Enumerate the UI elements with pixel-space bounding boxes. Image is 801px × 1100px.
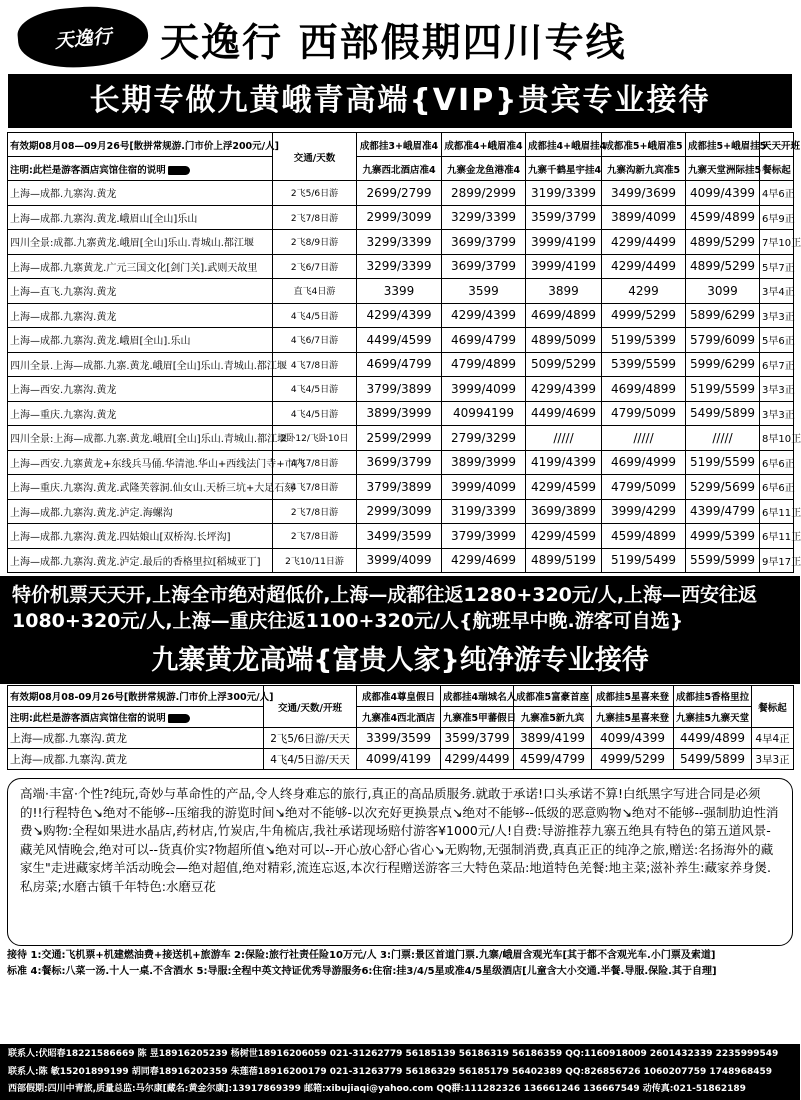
brand-logo: 天逸行	[16, 1, 151, 72]
price-cell: 4599/4899	[686, 205, 760, 230]
route-cell: 上海—成都.九寨沟.黄龙.峨眉山[全山]乐山	[8, 205, 273, 230]
table-row	[8, 548, 794, 573]
price-cell: 4099/4199	[357, 749, 441, 770]
price-cell: 4299/4699	[442, 548, 526, 573]
departure-header: 天天开班	[760, 133, 794, 157]
departure-cell: 3早3正	[752, 749, 794, 770]
hotel-note	[8, 157, 273, 181]
price-cell: 3999/4099	[442, 377, 526, 402]
hotel-header: 九寨千鹤星宇挂4	[526, 157, 602, 181]
price-cell: 4899/5299	[686, 254, 760, 279]
duration-cell: 4飞7/8日游	[273, 450, 357, 475]
departure-cell: 5早7正	[760, 254, 794, 279]
price-cell: 5199/5499	[602, 548, 686, 573]
price-cell: 4699/4799	[357, 352, 442, 377]
table-row	[8, 279, 794, 304]
price-cell: /////	[526, 426, 602, 451]
page-title: 天逸行 西部假期四川专线	[160, 21, 627, 66]
pointing-hand-icon	[168, 714, 190, 723]
vip-banner: 长期专做九黄峨青高端{VIP}贵宾专业接待	[8, 74, 792, 128]
departure-cell: 3早3正	[760, 303, 794, 328]
price-cell: 3199/3399	[526, 181, 602, 206]
price-cell: 2999/3099	[357, 499, 442, 524]
hotel-header: 九寨金龙鱼港准4	[442, 157, 526, 181]
price-cell: 3899/3999	[442, 450, 526, 475]
validity-note: 有效期08月08—09月26号[散拼常规游.门市价上浮200元/人]	[8, 133, 273, 157]
price-cell: 3999/4199	[526, 254, 602, 279]
table-row	[8, 377, 794, 402]
price-cell: 3199/3399	[442, 499, 526, 524]
departure-cell: 3早4正	[760, 279, 794, 304]
table-row	[8, 205, 794, 230]
price-cell: 5999/6299	[686, 352, 760, 377]
departure-cell: 4早6正	[760, 181, 794, 206]
route-cell: 上海—成都.九寨沟.黄龙	[8, 303, 273, 328]
price-cell: 3899/4199	[514, 728, 592, 749]
table-row	[8, 328, 794, 353]
price-table-premium	[7, 685, 794, 770]
hotel-note-text: 注明:此栏是游客酒店宾馆住宿的说明	[10, 713, 166, 724]
table-row	[8, 475, 794, 500]
price-cell: 3499/3699	[602, 181, 686, 206]
price-cell: 3899	[526, 279, 602, 304]
hotel-header: 成都准4+峨眉准4	[442, 133, 526, 157]
price-cell: 4299/4399	[357, 303, 442, 328]
departure-cell: 7早10正	[760, 230, 794, 255]
table-row	[8, 728, 794, 749]
price-cell: 3799/3899	[357, 475, 442, 500]
price-cell: 5499/5899	[686, 401, 760, 426]
price-cell: 3699/3799	[442, 230, 526, 255]
price-cell: 4699/4799	[442, 328, 526, 353]
price-cell: 4999/5299	[592, 749, 674, 770]
price-cell: 5199/5599	[686, 377, 760, 402]
price-cell: 5199/5599	[686, 450, 760, 475]
route-cell: 四川全景:上海—成都.九寨.黄龙.峨眉[全山]乐山.青城山.都江堰	[8, 426, 273, 451]
price-cell: 4199/4399	[526, 450, 602, 475]
hotel-header: 成都准5富豪首座	[514, 686, 592, 707]
contact-line: 西部假期:四川中青旅,质量总监:马尔康[藏名:黄金尔康]:13917869399 邮箱:xibujiaqi@yahoo.com QQ群:111282326 136661246 136667549 动传真:021-51862189	[8, 1084, 746, 1094]
price-cell: 3999/4099	[442, 475, 526, 500]
duration-cell: 2飞5/6日游/天天	[264, 728, 357, 749]
price-cell: 3599/3799	[526, 205, 602, 230]
price-cell: 4499/4699	[526, 401, 602, 426]
price-cell: 3799/3999	[442, 524, 526, 549]
departure-cell: 9早17正	[760, 548, 794, 573]
price-cell: 4299	[602, 279, 686, 304]
hotel-header: 成都挂4+峨眉挂4	[526, 133, 602, 157]
price-cell: 3699/3899	[526, 499, 602, 524]
departure-cell: 6早6正	[760, 450, 794, 475]
route-cell: 上海—西安.九寨沟.黄龙	[8, 377, 273, 402]
price-cell: 4399/4799	[686, 499, 760, 524]
price-cell: 4299/4399	[526, 377, 602, 402]
hotel-header: 成都挂5星喜来登	[592, 686, 674, 707]
route-cell: 上海—西安.九寨黄龙+东线兵马俑.华清池.华山+西线法门寺+市内	[8, 450, 273, 475]
pointing-hand-icon	[168, 166, 190, 175]
price-cell: 4299/4599	[526, 475, 602, 500]
route-cell: 四川全景.上海—成都.九寨.黄龙.峨眉[全山]乐山.青城山.都江堰	[8, 352, 273, 377]
price-cell: 4099/4399	[592, 728, 674, 749]
contact-line: 联系人:陈 敏15201899199 胡同春18916202359 朱莲蓓18916200179 021-31263779 56186329 56185179 56402389 QQ:826856726 1060207759 1748968459	[8, 1066, 773, 1077]
validity-note: 有效期08月08-09月26号[散拼常规游.门市价上浮300元/人]	[8, 686, 264, 707]
departure-cell: 3早3正	[760, 401, 794, 426]
price-cell: 4599/4799	[514, 749, 592, 770]
hotel-header: 九寨准5新九宾	[514, 707, 592, 728]
contact-line: 联系人:伏昭春18221586669 陈 昱18916205239 杨树世18916206059 021-31262779 56185139 56186319 56186359 QQ:1160918009 2601432339 2235999549	[8, 1049, 779, 1059]
price-cell: 4799/5099	[602, 401, 686, 426]
price-cell: 2599/2999	[357, 426, 442, 451]
duration-cell: 2飞6/7日游	[273, 254, 357, 279]
duration-cell: 4飞4/5日游	[273, 377, 357, 402]
price-cell: 3799/3899	[357, 377, 442, 402]
duration-cell: 4飞4/5日游/天天	[264, 749, 357, 770]
price-cell: 3599/3799	[441, 728, 514, 749]
service-line: 标准 4:餐标:八菜一汤.十人一桌.不含酒水 5:导服:全程中英文持证优秀导游服务6:住宿:挂3/4/5星或准4/5星级酒店[儿童含大小交通.半餐.导服.保险.其于自理]	[7, 966, 717, 977]
promo-text-box: 高端·丰富·个性?纯玩,奇妙与革命性的产品,令人终身难忘的旅行,真正的高品质服务.就敢于承诺!口头承诺不算!白纸黑字写进合同是必须的!!行程特色↘绝对不能够--压缩我的游览时间↘绝对不能够-以次充好更换景点↘绝对不能够--低级的恶意购物↘绝对不能够--强制肋迫性消费↘购物:全程如果进水晶店,药材店,竹炭店,牛角梳店,我社承诺现场赔付游客¥1000元/人!自费:导游推荐九寨五绝具有特色的第五道风景-藏羌风情晚会,绝对可以--货真价实?物超所值↘绝对可以--开心放心舒心省心↘无购物,无强制消费,真真正正的纯净之旅,赠送:名扬海外的藏家生"走进藏家烤羊活动晚会—绝对超值,绝对精彩,流连忘返,本次行程赠送游客三大特色菜品:地道特色羌餐:地主菜;滋补养生:藏家养身煲.私房菜;水磨古镇千年特色:水磨豆花	[7, 778, 793, 946]
price-cell: 4699/4899	[526, 303, 602, 328]
price-cell: 3299/3399	[357, 254, 442, 279]
duration-header: 交通/天数	[273, 133, 357, 181]
table-row	[8, 749, 794, 770]
price-cell: 3499/3599	[357, 524, 442, 549]
price-cell: 4799/5099	[602, 475, 686, 500]
hotel-note	[8, 707, 264, 728]
duration-cell: 2飞5/6日游	[273, 181, 357, 206]
price-cell: 5099/5299	[526, 352, 602, 377]
hotel-header: 成都挂4瑞城名人	[441, 686, 514, 707]
price-cell: 4699/4999	[602, 450, 686, 475]
service-standards	[7, 948, 793, 980]
duration-cell: 直飞4日游	[273, 279, 357, 304]
price-cell: 4499/4899	[674, 728, 752, 749]
price-cell: 3899/4099	[602, 205, 686, 230]
duration-cell: 2飞7/8日游	[273, 524, 357, 549]
price-cell: 4299/4599	[526, 524, 602, 549]
hotel-header: 成都挂3+峨眉准4	[357, 133, 442, 157]
price-cell: 2799/3299	[442, 426, 526, 451]
price-cell: 3899/3999	[357, 401, 442, 426]
departure-cell: 6早7正	[760, 352, 794, 377]
table-row	[8, 499, 794, 524]
route-cell: 上海—直飞.九寨沟.黄龙	[8, 279, 273, 304]
price-cell: 5599/5999	[686, 548, 760, 573]
price-cell: 5799/6099	[686, 328, 760, 353]
route-cell: 上海—重庆.九寨沟.黄龙.武隆芙蓉洞.仙女山.天桥三坑+大足石刻	[8, 475, 273, 500]
price-cell: 5499/5899	[674, 749, 752, 770]
table-row	[8, 401, 794, 426]
duration-cell: 2卧12/飞卧10日	[273, 426, 357, 451]
premium-banner: 九寨黄龙高端{富贵人家}纯净游专业接待	[0, 638, 800, 684]
route-cell: 上海—成都.九寨沟.黄龙.峨眉[全山].乐山	[8, 328, 273, 353]
price-cell: 4099/4399	[686, 181, 760, 206]
route-cell: 四川全景:成都.九寨黄龙.峨眉[全山]乐山.青城山.都江堰	[8, 230, 273, 255]
price-cell: 3699/3799	[442, 254, 526, 279]
hotel-header: 成都挂5+峨眉挂5	[686, 133, 760, 157]
price-cell: 2999/3099	[357, 205, 442, 230]
hotel-note-text: 注明:此栏是游客酒店宾馆住宿的说明	[10, 164, 166, 176]
table-row	[8, 352, 794, 377]
price-cell: /////	[602, 426, 686, 451]
hotel-header: 九寨准4西北酒店	[357, 707, 441, 728]
price-cell: 4299/4399	[442, 303, 526, 328]
table-row	[8, 524, 794, 549]
duration-cell: 2飞10/11日游	[273, 548, 357, 573]
price-cell: 4899/5299	[686, 230, 760, 255]
price-cell: 2699/2799	[357, 181, 442, 206]
duration-header: 交通/天数/开班	[264, 686, 357, 728]
price-cell: 3099	[686, 279, 760, 304]
duration-cell: 4飞7/8日游	[273, 352, 357, 377]
departure-cell: 8早10正	[760, 426, 794, 451]
table-row	[8, 303, 794, 328]
header	[0, 0, 800, 74]
price-cell: 4799/4899	[442, 352, 526, 377]
hotel-header: 九寨沟新九宾准5	[602, 157, 686, 181]
price-cell: 3999/4199	[526, 230, 602, 255]
hotel-header: 成都准4尊皇假日	[357, 686, 441, 707]
meal-header: 餐标起	[760, 157, 794, 181]
route-cell: 上海—成都.九寨沟.黄龙.泸定.最后的香格里拉[稻城亚丁]	[8, 548, 273, 573]
duration-cell: 2飞7/8日游	[273, 205, 357, 230]
table-row	[8, 254, 794, 279]
hotel-header: 九寨挂5九寨天堂	[674, 707, 752, 728]
price-cell: 5399/5599	[602, 352, 686, 377]
meal-header: 餐标起	[752, 686, 794, 728]
departure-cell: 4早4正	[752, 728, 794, 749]
departure-cell: 6早9正	[760, 205, 794, 230]
hotel-header: 成都准5+峨眉准5	[602, 133, 686, 157]
price-cell: 4299/4499	[441, 749, 514, 770]
duration-cell: 4飞7/8日游	[273, 475, 357, 500]
price-cell: 5899/6299	[686, 303, 760, 328]
price-cell: 3399/3599	[357, 728, 441, 749]
hotel-header: 九寨挂5星喜来登	[592, 707, 674, 728]
route-cell: 上海—成都.九寨黄龙.广元三国文化[剑门关].武则天故里	[8, 254, 273, 279]
departure-cell: 3早3正	[760, 377, 794, 402]
route-cell: 上海—成都.九寨沟.黄龙	[8, 728, 264, 749]
route-cell: 上海—成都.九寨沟.黄龙.四姑娘山[双桥沟.长坪沟]	[8, 524, 273, 549]
price-cell: 3299/3399	[357, 230, 442, 255]
route-cell: 上海—成都.九寨沟.黄龙	[8, 181, 273, 206]
special-airfare-notice: 特价机票天天开,上海全市绝对超低价,上海—成都往返1280+320元/人,上海—西安往返1080+320元/人,上海—重庆往返1100+320元/人{航班早中晚.游客可自选}	[0, 576, 800, 638]
price-cell: 4899/5199	[526, 548, 602, 573]
hotel-header: 九寨天堂洲际挂5	[686, 157, 760, 181]
duration-cell: 4飞4/5日游	[273, 303, 357, 328]
price-cell: 40994199	[442, 401, 526, 426]
price-cell: 5199/5399	[602, 328, 686, 353]
price-cell: 3599	[442, 279, 526, 304]
departure-cell: 5早6正	[760, 328, 794, 353]
hotel-header: 九寨西北酒店准4	[357, 157, 442, 181]
price-cell: /////	[686, 426, 760, 451]
price-cell: 4899/5099	[526, 328, 602, 353]
price-table-vip	[7, 132, 801, 573]
price-cell: 4499/4599	[357, 328, 442, 353]
price-cell: 4299/4499	[602, 230, 686, 255]
duration-cell: 4飞4/5日游	[273, 401, 357, 426]
route-cell: 上海—成都.九寨沟.黄龙	[8, 749, 264, 770]
price-cell: 2899/2999	[442, 181, 526, 206]
price-cell: 4599/4899	[602, 524, 686, 549]
departure-cell: 6早11正	[760, 499, 794, 524]
price-cell: 3399	[357, 279, 442, 304]
price-cell: 4999/5399	[686, 524, 760, 549]
price-cell: 4699/4899	[602, 377, 686, 402]
table-row	[8, 181, 794, 206]
route-cell: 上海—重庆.九寨沟.黄龙	[8, 401, 273, 426]
price-cell: 4999/5299	[602, 303, 686, 328]
table-row	[8, 426, 794, 451]
departure-cell: 6早11正	[760, 524, 794, 549]
route-cell: 上海—成都.九寨沟.黄龙.泸定.海螺沟	[8, 499, 273, 524]
duration-cell: 4飞6/7日游	[273, 328, 357, 353]
table-row	[8, 230, 794, 255]
duration-cell: 2飞8/9日游	[273, 230, 357, 255]
price-cell: 3999/4299	[602, 499, 686, 524]
departure-cell: 6早6正	[760, 475, 794, 500]
price-cell: 3999/4099	[357, 548, 442, 573]
service-line: 接待 1:交通:飞机票+机建燃油费+接送机+旅游车 2:保险:旅行社责任险10万元/人 3:门票:景区首道门票.九寨/峨眉含观光车[其于都不含观光车.小门票及索道]	[7, 950, 716, 961]
price-cell: 3299/3399	[442, 205, 526, 230]
table-row	[8, 450, 794, 475]
hotel-header: 成都挂5香格里拉	[674, 686, 752, 707]
contact-footer	[0, 1044, 800, 1100]
duration-cell: 2飞7/8日游	[273, 499, 357, 524]
price-cell: 4299/4499	[602, 254, 686, 279]
price-cell: 5299/5699	[686, 475, 760, 500]
hotel-header: 九寨准5甲蕃假日	[441, 707, 514, 728]
price-cell: 3699/3799	[357, 450, 442, 475]
